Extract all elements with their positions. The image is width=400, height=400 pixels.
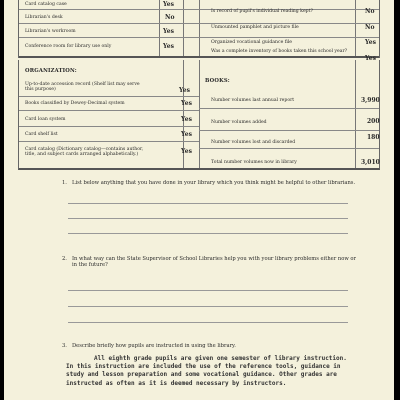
answer-line <box>68 306 348 307</box>
books-value: 3,010 <box>361 159 380 166</box>
facility-row <box>19 24 379 38</box>
typed-answer <box>66 355 356 388</box>
question-number: 2. <box>62 256 67 262</box>
record-label: Is record of pupil's individual reading kept? <box>211 9 313 14</box>
org-label: Up-to-date accession record (Shelf list may serve this purpose) <box>25 82 140 93</box>
question-number: 3. <box>62 343 67 349</box>
answer-line-text: In this instruction are included the use of the reference tools, guidance in <box>66 363 341 371</box>
record-label: Was a complete inventory of books taken this school year? <box>211 49 348 54</box>
facility-value: No <box>165 14 175 21</box>
org-value: Yes <box>181 131 192 138</box>
record-value: Yes <box>365 55 376 62</box>
answer-line-text: instructed as often as it is deemed necessary by instructors. <box>66 379 287 387</box>
facility-value: Yes <box>163 43 174 50</box>
org-value: Yes <box>181 148 192 155</box>
answer-line <box>68 218 348 219</box>
books-label: Total number volumes now in library <box>211 160 297 165</box>
facility-row <box>19 0 379 10</box>
org-value: Yes <box>179 87 190 94</box>
answer-line <box>68 290 348 291</box>
question-text: In what way can the State Supervisor of School Libraries help you with your library problems either now or in the future? <box>72 256 357 269</box>
record-label: Unmounted pamphlet and picture file <box>211 25 299 30</box>
books-heading: BOOKS: <box>205 78 230 84</box>
answer-line-text: study and lesson preparation and some vocational guidance. Other grades are <box>66 371 337 379</box>
org-label: Books classified by Dewey-Decimal system <box>25 101 125 106</box>
record-label: Organized vocational guidance file <box>211 40 292 45</box>
facility-label: Conference room for library use only <box>25 44 112 49</box>
record-value: No <box>365 8 375 15</box>
org-label: Card shelf list <box>25 132 58 137</box>
facility-value: Yes <box>163 28 174 35</box>
scan-border-left <box>0 0 4 400</box>
question-text: List below anything that you have done in your library which you think might be helpful to other librarians. <box>72 180 356 186</box>
organization-books-table <box>18 60 380 170</box>
facility-value: Yes <box>163 1 174 8</box>
answer-line-text: All eighth grade pupils are given one semester of library instruction. <box>94 355 347 362</box>
facilities-table <box>18 0 380 62</box>
record-value: No <box>365 24 375 31</box>
org-value: Yes <box>181 100 192 107</box>
facility-row <box>19 38 379 58</box>
org-value: Yes <box>181 116 192 123</box>
record-value: Yes <box>365 39 376 46</box>
answer-line <box>68 203 348 204</box>
question-number: 1. <box>62 180 67 186</box>
facility-label: Card catalog case <box>25 2 67 7</box>
facility-label: Librarian's desk <box>25 15 63 20</box>
org-label: Card loan system <box>25 117 66 122</box>
survey-form-page <box>4 0 394 400</box>
books-label: Number volumes added <box>211 120 267 125</box>
answer-line <box>68 322 348 323</box>
books-label: Number volumes last annual report <box>211 98 295 103</box>
books-label: Number volumes lost and discarded <box>211 140 296 145</box>
question-text: Describe briefly how pupils are instructed in using the library. <box>72 343 236 349</box>
scan-border-right <box>394 0 400 400</box>
books-value: 3,990 <box>361 97 380 104</box>
answer-line <box>68 233 348 234</box>
facility-row <box>19 10 379 24</box>
organization-heading: ORGANIZATION: <box>25 68 77 74</box>
facility-label: Librarian's workroom <box>25 29 76 34</box>
books-value: 200 <box>367 118 380 125</box>
org-label: Card catalog (Dictionary catalog—contains author, title, and subject cards arranged alphabetically.) <box>25 147 144 158</box>
books-value: 180 <box>367 134 380 141</box>
